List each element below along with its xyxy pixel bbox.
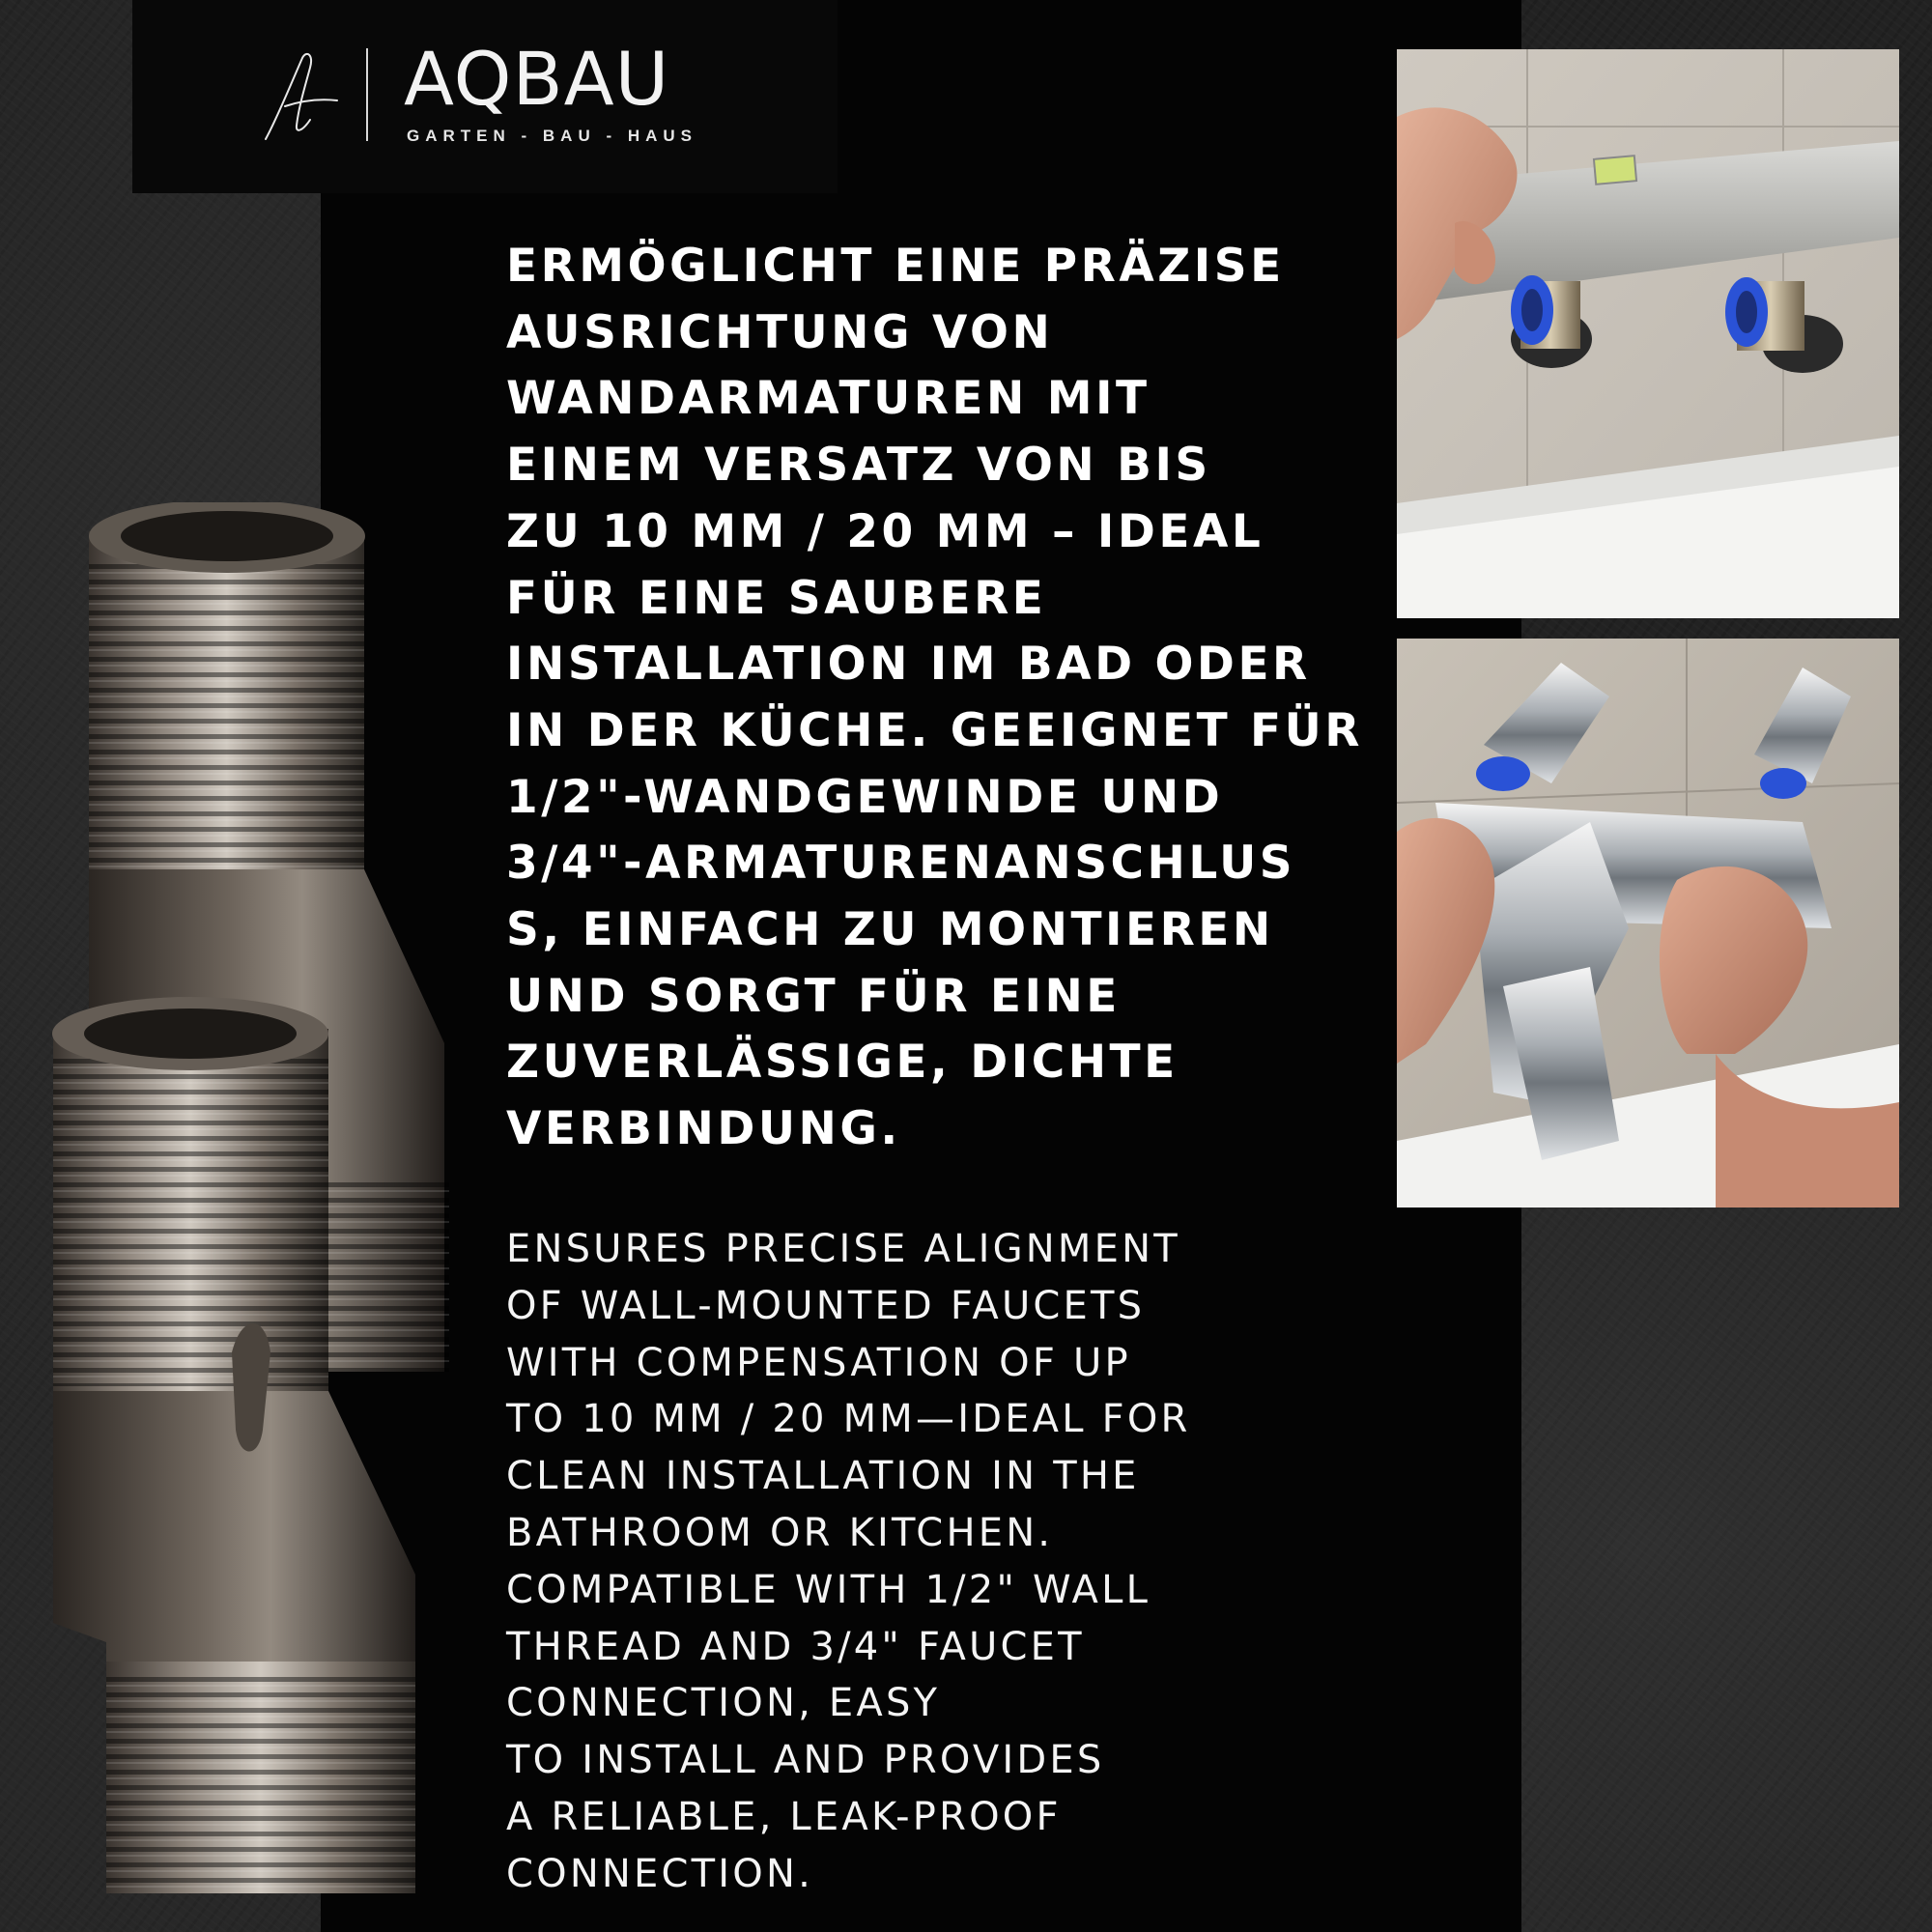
eccentric-connector-fittings (39, 502, 483, 1922)
description-en-line: BATHROOM OR KITCHEN. (506, 1510, 1054, 1555)
description-en-line: TO 10 MM / 20 MM—IDEAL FOR (506, 1397, 1191, 1442)
logo-divider (366, 48, 368, 141)
description-de-line: 1/2"-WANDGEWINDE UND (506, 770, 1224, 824)
logo-block (132, 0, 838, 193)
brand-name: AQBAU (404, 36, 670, 122)
photo-mounting-faucet (1397, 639, 1899, 1208)
description-de-line: WANDARMATUREN MIT (506, 372, 1151, 426)
description-de-line: UND SORGT FÜR EINE (506, 969, 1121, 1023)
description-german (506, 234, 1380, 1163)
description-en-line: CONNECTION. (506, 1851, 814, 1896)
description-de-line: ZUVERLÄSSIGE, DICHTE (506, 1036, 1179, 1090)
description-de-line: INSTALLATION IM BAD ODER (506, 638, 1311, 692)
description-en-line: ENSURES PRECISE ALIGNMENT (506, 1227, 1180, 1271)
description-de-line: FÜR EINE SAUBERE (506, 571, 1047, 625)
brand-tagline: GARTEN - BAU - HAUS (407, 127, 697, 145)
leveling-photo-illustration (1397, 49, 1899, 618)
description-en-line: THREAD AND 3/4" FAUCET (506, 1624, 1085, 1669)
description-en-line: TO INSTALL AND PROVIDES (506, 1738, 1105, 1783)
description-de-line: ZU 10 MM / 20 MM – IDEAL (506, 504, 1264, 558)
signature-logo-icon (256, 50, 343, 142)
description-de-line: AUSRICHTUNG VON (506, 305, 1054, 359)
description-de-line: S, EINFACH ZU MONTIEREN (506, 903, 1274, 957)
description-de-line: VERBINDUNG. (506, 1102, 901, 1156)
faucet-photo-illustration (1397, 639, 1899, 1208)
description-de-line: EINEM VERSATZ VON BIS (506, 439, 1211, 493)
photo-leveling-connectors (1397, 49, 1899, 618)
description-de-line: 3/4"-ARMATURENANSCHLUS (506, 837, 1296, 891)
description-en-line: COMPATIBLE WITH 1/2" WALL (506, 1567, 1151, 1612)
description-de-line: IN DER KÜCHE. GEEIGNET FÜR (506, 703, 1363, 757)
description-en-line: A RELIABLE, LEAK-PROOF (506, 1794, 1062, 1839)
description-de-line: ERMÖGLICHT EINE PRÄZISE (506, 240, 1285, 293)
description-en-line: OF WALL-MOUNTED FAUCETS (506, 1283, 1146, 1328)
fittings-illustration (39, 502, 483, 1922)
description-english (506, 1221, 1356, 1903)
description-en-line: CONNECTION, EASY (506, 1681, 941, 1726)
description-en-line: WITH COMPENSATION OF UP (506, 1340, 1131, 1385)
description-en-line: CLEAN INSTALLATION IN THE (506, 1454, 1140, 1499)
